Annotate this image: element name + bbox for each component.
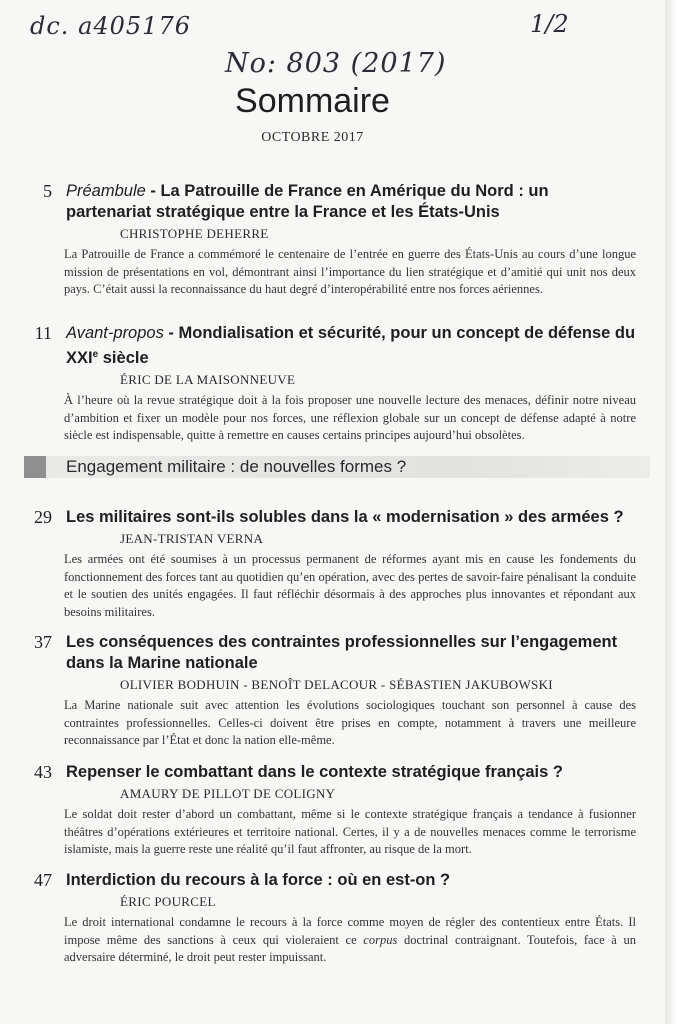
entry-summary-emphasis: corpus [363,932,398,947]
section-header [24,456,650,478]
entry-title: Interdiction du recours à la force : où en est-on ? [66,871,451,889]
entry-summary-text-end: doctrinal contraignant. Toutefois, face à un adversaire déterminé, le droit peut rester impuissant. [64,932,636,964]
entry-page-number: 29 [34,507,52,527]
entry-page-number: 43 [34,762,52,782]
entry-author: JEAN-TRISTAN VERNA [120,531,264,546]
entry-lead: Préambule [66,182,146,200]
entry-summary: Les armées ont été soumises à un processus permanent de réformes ayant mis en cause les fondements du fonctionnement des forces tant au quotidien qu’en opération, avec des pertes de savoir-faire pénalisant la conduite et le soutien des unités engagées. Il faut réfléchir désormais à des approches plus innovantes et répondant aux besoins militaires. [64,552,636,619]
entry-title: Les militaires sont-ils solubles dans la « modernisation » des armées ? [66,508,624,526]
entry-title-text-end: siècle [98,349,149,367]
toc-entry[interactable] [24,762,636,859]
toc-entry[interactable] [24,632,636,750]
entry-title-text: Mondialisation et sécurité, pour un concept de défense du XXI [66,324,636,367]
handwritten-reference: dc. a405176 [30,12,191,40]
entry-author: ÉRIC DE LA MAISONNEUVE [120,372,296,387]
toc-entry[interactable] [24,507,636,621]
section-label: Engagement militaire : de nouvelles formes ? [66,457,407,476]
toc-entry[interactable] [24,323,636,445]
page-title: Sommaire [235,82,390,120]
entry-title: Repenser le combattant dans le contexte stratégique français ? [66,763,563,781]
handwritten-page-count: 1/2 [530,10,569,38]
entry-title-text: La Patrouille de France en Amérique du Nord : un partenariat stratégique entre la France et les États-Unis [66,182,549,221]
handwritten-issue-number: No: 803 (2017) [225,48,447,79]
entry-author: OLIVIER BODHUIN - BENOÎT DELACOUR - SÉBASTIEN JAKUBOWSKI [120,677,553,692]
entry-page-number: 11 [34,323,52,343]
entry-summary: La Patrouille de France a commémoré le centenaire de l’entrée en guerre des États-Unis au cours d’une longue mission de présentations en vol, démontrant ainsi l’importance du lien stratégique et d’amitié qui unit nos deux pays. C’était aussi la reconnaissance du haut degré d’interopérabilité entre nos forces aériennes. [64,247,636,296]
entry-summary: La Marine nationale suit avec attention les évolutions sociologiques touchant son personnel à cause des contraintes professionnelles. Celles-ci doivent être prises en compte, notamment à travers une meilleure reconnaissance par l’État et donc la nation elle-même. [64,698,636,747]
entry-author: AMAURY DE PILLOT DE COLIGNY [120,786,336,801]
entry-title-superscript: e [92,349,99,360]
entry-page-number: 47 [34,870,52,890]
page-edge [665,0,677,1024]
entry-title: Les conséquences des contraintes professionnelles sur l’engagement dans la Marine nationale [66,633,618,672]
entry-title: Avant-propos - Mondialisation et sécurité, pour un concept de défense du XXIe siècle [66,324,636,367]
entry-title: Préambule - La Patrouille de France en Amérique du Nord : un partenariat stratégique entre la France et les États-Unis [66,182,549,221]
issue-date: OCTOBRE 2017 [261,130,364,145]
entry-summary: À l’heure où la revue stratégique doit à la fois proposer une nouvelle lecture des menaces, définir notre niveau d’ambition et fixer un modèle pour nos forces, une réflexion globale sur un concept de défense adapté à notre siècle est indispensable, quitte à remettre en causes certains principes aujourd’hui obsolètes. [64,393,636,442]
toc-entry[interactable] [24,870,636,967]
toc-entry[interactable] [24,181,636,299]
section-marker-icon [24,456,46,478]
entry-author: CHRISTOPHE DEHERRE [120,226,269,241]
entry-page-number: 37 [34,632,52,652]
entry-summary-text: Le droit international condamne le recours à la force comme moyen de régler des contentieux entre États. Il impose même des sanctions à ceux qui violeraient ce [64,915,636,947]
entry-summary [64,914,636,967]
entry-author: ÉRIC POURCEL [120,894,216,909]
entry-summary: Le soldat doit rester d’abord un combattant, même si le contexte stratégique français a tendance à fusionner théâtres d’opérations extérieures et territoire national. Certes, il y a de nouvelles menaces comme le terrorisme islamiste, mais la guerre reste une réalité qu’il faut affronter, au risque de la mort. [64,807,636,856]
entry-page-number: 5 [43,181,52,201]
entry-lead: Avant-propos [66,324,164,342]
